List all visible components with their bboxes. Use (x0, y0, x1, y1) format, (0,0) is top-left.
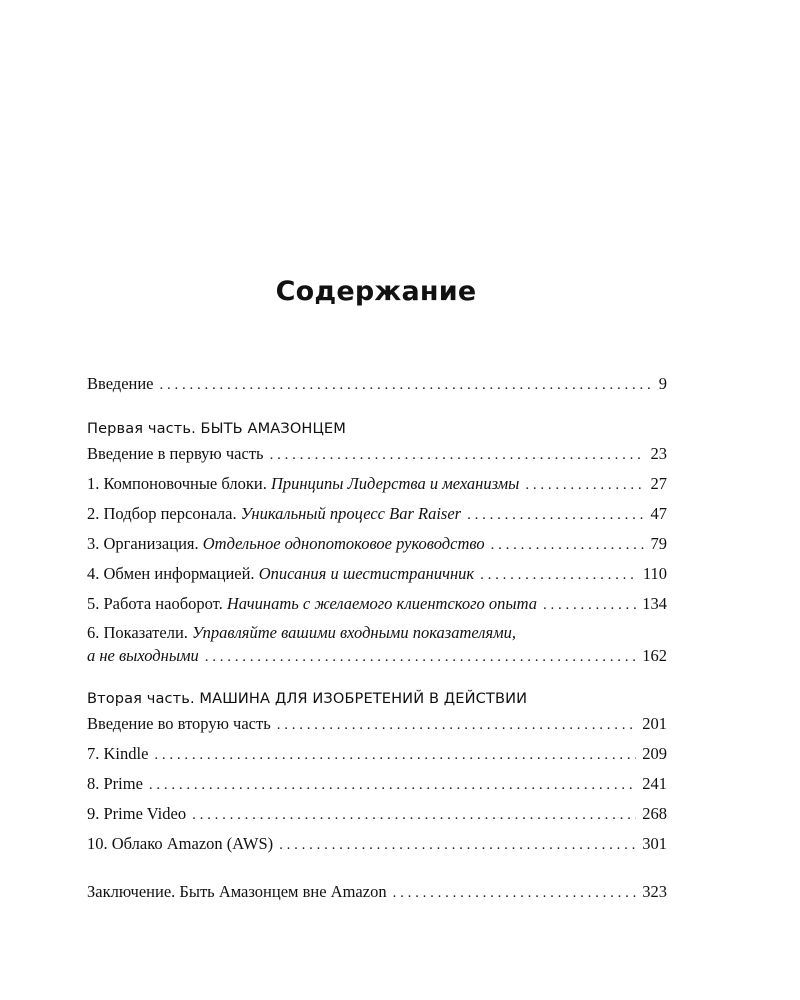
toc-entry-page: 110 (642, 564, 667, 583)
toc-entry-label: Введение (87, 374, 154, 393)
toc-entry[interactable] (87, 442, 667, 472)
leader-dots (192, 803, 636, 827)
leader-dots (467, 503, 644, 527)
toc-entry[interactable] (87, 472, 667, 502)
toc-entry-page: 323 (642, 882, 667, 901)
toc-entry[interactable] (87, 832, 667, 862)
toc-entry[interactable] (87, 562, 667, 592)
table-of-contents (87, 372, 667, 910)
toc-entry[interactable] (87, 502, 667, 532)
toc-entry-page: 9 (658, 374, 667, 393)
toc-entry-page: 27 (650, 474, 667, 493)
toc-entry[interactable] (87, 802, 667, 832)
leader-dots (543, 593, 636, 617)
toc-entry[interactable] (87, 742, 667, 772)
toc-entry-label: 2. Подбор персонала. Уникальный процесс Bar Raiser (87, 504, 462, 523)
toc-entry-label: 4. Обмен информацией. Описания и шестистраничник (87, 564, 475, 583)
toc-entry[interactable] (87, 592, 667, 622)
toc-entry-subtitle: Уникальный процесс Bar Raiser (240, 504, 462, 523)
leader-dots (160, 373, 653, 397)
toc-entry-label: 10. Облако Amazon (AWS) (87, 834, 274, 853)
toc-entry-page: 47 (650, 504, 667, 523)
toc-entry[interactable] (87, 772, 667, 802)
toc-entry-page: 201 (642, 714, 667, 733)
toc-entry-page: 23 (650, 444, 667, 463)
toc-entry-label: 3. Организация. Отдельное однопотоковое руководство (87, 534, 485, 553)
toc-entry-page: 209 (642, 744, 667, 763)
toc-entry-subtitle: Управляйте вашими входными показателями, (192, 623, 517, 642)
toc-entry[interactable] (87, 712, 667, 742)
toc-entry-label: Введение в первую часть (87, 444, 264, 463)
toc-entry-page: 79 (650, 534, 667, 553)
toc-entry-page: 241 (642, 774, 667, 793)
toc-entry-subtitle: Отдельное однопотоковое руководство (202, 534, 485, 553)
toc-entry-subtitle: Начинать с желаемого клиентского опыта (226, 594, 537, 613)
page-title: Содержание (275, 276, 477, 307)
toc-entry-page: 268 (642, 804, 667, 823)
toc-entry-label: 7. Kindle (87, 744, 149, 763)
leader-dots (525, 473, 644, 497)
leader-dots (491, 533, 645, 557)
toc-entry-subtitle-cont: а не выходными (87, 646, 199, 665)
part-two-heading: Вторая часть. МАШИНА ДЛЯ ИЗОБРЕТЕНИЙ В ДЕЙСТВИИ (87, 690, 528, 707)
toc-entry[interactable] (87, 622, 667, 674)
part-one-heading: Первая часть. БЫТЬ АМАЗОНЦЕМ (87, 420, 346, 437)
leader-dots (270, 443, 645, 467)
toc-entry-label: Заключение. Быть Амазонцем вне Amazon (87, 882, 387, 901)
toc-entry-subtitle: Принципы Лидерства и механизмы (270, 474, 520, 493)
toc-entry-label: 5. Работа наоборот. Начинать с желаемого клиентского опыта (87, 594, 537, 613)
toc-entry-page: 162 (642, 646, 667, 665)
toc-entry-label: 9. Prime Video (87, 804, 187, 823)
toc-entry-label: Введение во вторую часть (87, 714, 271, 733)
toc-entry-page: 301 (642, 834, 667, 853)
leader-dots (154, 743, 636, 767)
toc-entry-page: 134 (642, 594, 667, 613)
toc-entry-label: 6. Показатели. Управляйте вашими входными показателями, (87, 623, 517, 642)
leader-dots (480, 563, 637, 587)
leader-dots (393, 881, 637, 905)
toc-entry-label: 1. Компоновочные блоки. Принципы Лидерства и механизмы (87, 474, 520, 493)
toc-entry[interactable] (87, 532, 667, 562)
toc-entry-subtitle: Описания и шестистраничник (258, 564, 475, 583)
leader-dots (279, 833, 636, 857)
toc-entry-conclusion[interactable] (87, 880, 667, 910)
toc-entry-intro[interactable] (87, 372, 667, 402)
toc-entry-label: 8. Prime (87, 774, 143, 793)
leader-dots (277, 713, 637, 737)
leader-dots (205, 645, 636, 669)
leader-dots (149, 773, 636, 797)
